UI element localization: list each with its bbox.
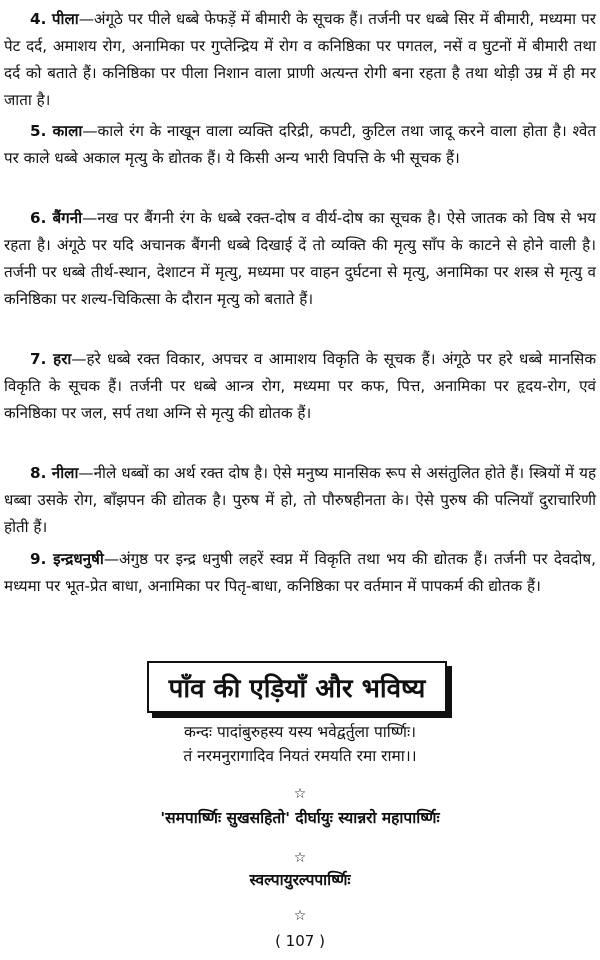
star-icon: ☆ [293,786,307,802]
paragraph-text: —अंगूठे पर पीले धब्बे फेफड़ें में बीमारी के सूचक हैं। तर्जनी पर धब्बे सिर में बीमारी, मध्यमा पर पेट दर्द, अमाशय रोग, अनामिका पर गुप्तेन्द्रिय में रोग व कनिष्ठिका पर पगतल, नसें व घुटनों में बीमारी तथा दर्द को बताते हैं। कनिष्ठिका पर पीला निशान वाला प्राणी अत्यन्त रोगी बना रहता है तथा थोड़ी उम्र में ही मर जाता है। [4,10,596,109]
paragraph-yellow [4,6,596,114]
paragraph-heading: 9. इन्द्रधनुषी [30,550,104,568]
verse-line-1: कन्दः पादांबुरुहस्य यस्य भवेद्वर्तुला पार्ष्णिः। [183,723,417,741]
section-heading-box [147,661,447,713]
star-icon: ☆ [293,908,307,924]
paragraph-text: —हरे धब्बे रक्त विकार, अपचर व आमाशय विकृति के सूचक हैं। अंगूठे पर हरे धब्बे मानसिक विकृति के सूचक हैं। तर्जनी पर धब्बे आन्त्र रोग, मध्यमा पर कफ, पित्त, अनामिका पर हृदय-रोग, एवं कनिष्ठिका पर जल, सर्प तथा अग्नि से मृत्यु की द्योतक हैं। [4,350,596,422]
paragraph-text: —काले रंग के नाखून वाला व्यक्ति दरिद्री, कपटी, कुटिल तथा जादू करने वाला होता है। श्वेत पर काले धब्बे अकाल मृत्यु के द्योतक हैं। ये किसी अन्य भारी विपत्ति के भी सूचक हैं। [4,122,597,167]
paragraph-text: —नीले धब्बों का अर्थ रक्त दोष है। ऐसे मनुष्य मानसिक रूप से असंतुलित होते हैं। स्त्रियों में यह धब्बा उसके रोग, बाँझपन की द्योतक है। पुरुष में हो, तो पौरुषहीनता के। ऐसे पुरुष की पत्नियाँ दुराचारिणी होती हैं। [4,464,597,536]
paragraph-green [4,346,596,427]
paragraph-blue [4,460,596,541]
paragraph-purple [4,205,596,313]
paragraph-black [4,118,596,172]
sutra-line-2: स्वल्पायुरल्पपार्ष्णिः [249,871,351,889]
paragraph-text: —अंगुष्ठ पर इन्द्र धनुषी लहरें स्वप्न में विकृति तथा भय की द्योतक हैं। तर्जनी पर देवदोष, मध्यमा पर भूत-प्रेत बाधा, अनामिका पर पितृ-बाधा, कनिष्ठिका पर वर्तमान में पापकर्म की द्योतक हैं। [4,550,597,595]
paragraph-heading: 4. पीला [30,10,79,28]
paragraph-rainbow [4,546,596,600]
star-icon: ☆ [293,850,307,866]
page-number: ( 107 ) [275,932,325,950]
paragraph-heading: 6. बैंगनी [30,209,83,227]
paragraph-text: —नख पर बैंगनी रंग के धब्बे रक्त-दोष व वीर्य-दोष का सूचक है। ऐसे जातक को विष से भय रहता है। अंगूठे पर यदि अचानक बैंगनी धब्बे दिखाई दें तो व्यक्ति की मृत्यु साँप के काटने से होने वाली है। तर्जनी पर धब्बे तीर्थ-स्थान, देशाटन में मृत्यु, मध्यमा पर वाहन दुर्घटना से मृत्यु, अनामिका पर शस्त्र से मृत्यु व कनिष्ठिका पर शल्य-चिकित्सा के दौरान मृत्यु को बताते हैं। [4,209,596,308]
paragraph-heading: 8. नीला [30,464,79,482]
verse-line-2: तं नरमनुरागादिव नियतं रमयति रमा रामा।। [183,747,417,765]
paragraph-heading: 5. काला [30,122,83,140]
paragraph-heading: 7. हरा [30,350,72,368]
sutra-line-1: 'समपार्ष्णिः सुखसहितो' दीर्घायुः स्यान्नरो महापार्ष्णिः [160,809,440,827]
section-heading: पाँव की एड़ियाँ और भविष्य [168,674,426,704]
